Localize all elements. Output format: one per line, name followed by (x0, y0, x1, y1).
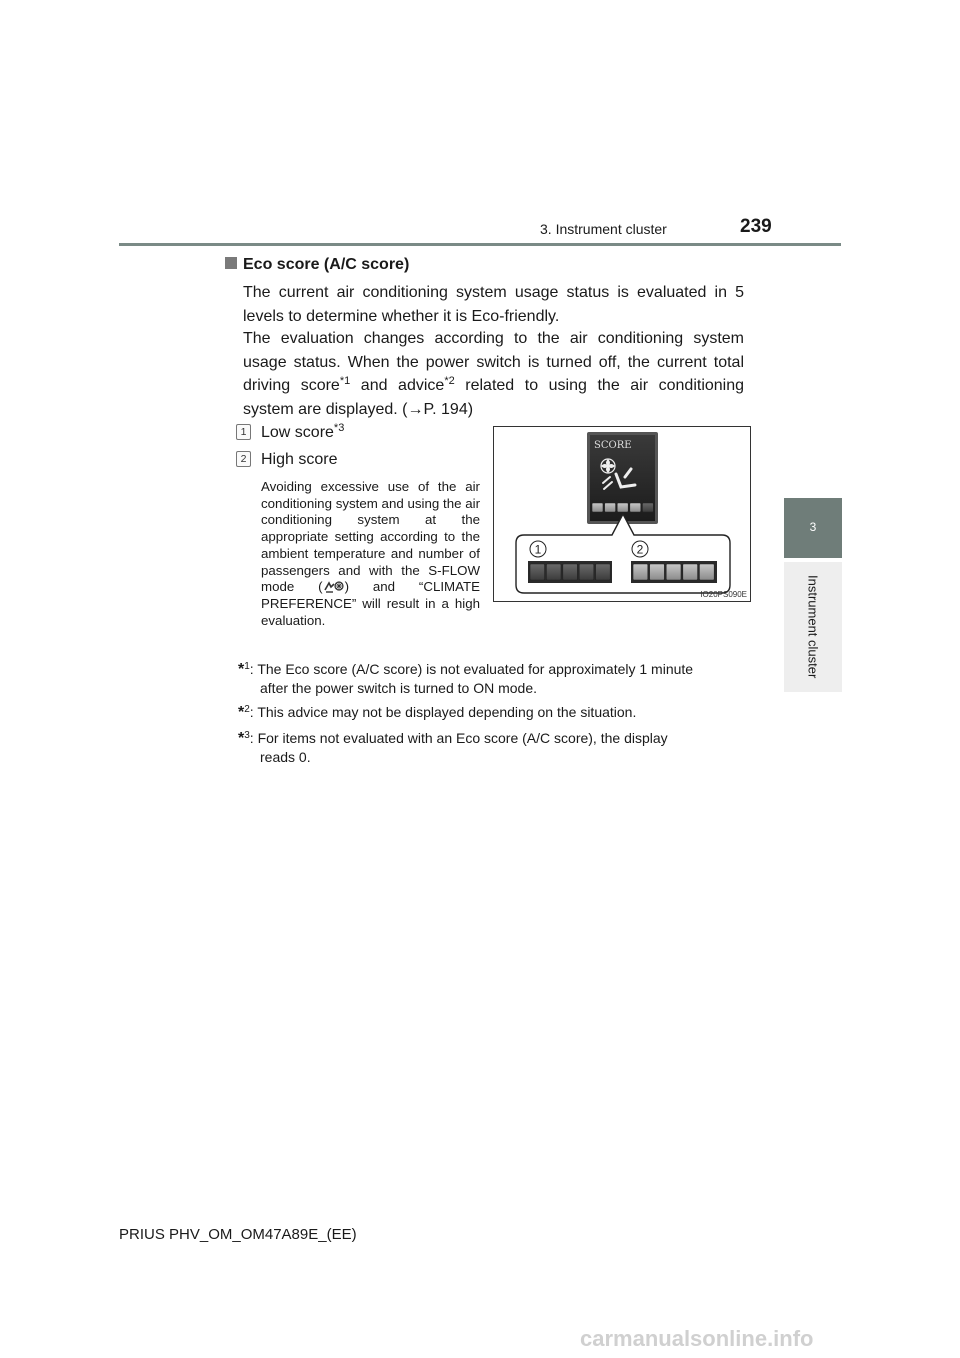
footnote-ref-3[interactable]: *3 (333, 422, 345, 434)
p2-text-a: The evaluation changes according to the air conditioning system usage status. When the power switch is turned off, the current total driving score (243, 330, 744, 394)
item-badge-1: 1 (236, 424, 251, 440)
display-score-label: SCORE (594, 440, 632, 451)
figure-code: IO20PS090E (700, 590, 747, 599)
eco-score-illustration (493, 426, 751, 602)
footnote-2-text: : This advice may not be displayed depending on the situation. (249, 704, 637, 720)
document-footer: PRIUS PHV_OM_OM47A89E_(EE) (119, 1226, 357, 1243)
display-score-bar (592, 503, 653, 512)
footnote-3-mark: *$^3$ (238, 730, 250, 747)
item-low-score (261, 424, 344, 442)
footnote-1-cont: after the power switch is turned to ON mode. (260, 680, 538, 696)
low-score-segment-4 (579, 564, 594, 580)
desc-text-a: Avoiding excessive use of the air conditioning system and using the air conditioning system at the appropriate setting according to the ambient temperature and number of passengers and with the S-FLOW mode ( (261, 479, 480, 595)
display-score-segment-5 (642, 503, 653, 512)
low-score-segment-1 (530, 564, 545, 580)
footnote-2-mark: *$^2$ (238, 704, 250, 721)
display-score-segment-3 (617, 503, 628, 512)
callout-marker-1-text: 1 (534, 542, 542, 557)
display-score-segment-4 (630, 503, 641, 512)
footnote-ref-2[interactable]: *2 (444, 375, 455, 387)
item-low-score-label: Low score (261, 424, 334, 441)
header-divider (119, 243, 841, 246)
high-score-segment-1 (633, 564, 648, 580)
high-score-segment-3 (666, 564, 681, 580)
arrow-icon: → (407, 400, 424, 418)
section-title: 3. Instrument cluster (540, 221, 667, 237)
page-link[interactable]: P. 194) (423, 400, 474, 418)
site-watermark: carmanualsonline.info (580, 1326, 814, 1351)
high-score-segment-2 (650, 564, 665, 580)
desc-text-b: ) and “CLIMATE PREFERENCE” will result in a high evaluation. (261, 579, 480, 628)
paragraph-evaluation (243, 327, 744, 421)
chapter-tab-number: 3 (809, 520, 817, 534)
low-score-bar (530, 564, 610, 580)
footnote-2 (238, 703, 745, 722)
eco-score-svg (494, 427, 750, 601)
footnote-1-text: : The Eco score (A/C score) is not evaluated for approximately 1 minute (249, 661, 694, 677)
footnote-3-cont: reads 0. (260, 749, 311, 765)
high-score-segment-4 (683, 564, 698, 580)
low-score-segment-2 (546, 564, 561, 580)
item-description (261, 479, 480, 629)
p2-text-c: related to using the air conditioning system are displayed. ( (243, 377, 745, 418)
footnote-ref-1[interactable]: *1 (339, 375, 351, 387)
paragraph-intro: The current air conditioning system usage status is evaluated in 5 levels to determine whether it is Eco-friendly. (243, 284, 744, 325)
footnote-1 (238, 660, 745, 698)
s-flow-icon (323, 580, 345, 593)
footnote-1-mark: *$^1$ (238, 661, 250, 678)
page-number: 239 (740, 216, 772, 237)
chapter-tab-label: Instrument cluster (805, 575, 821, 679)
section-heading (225, 256, 409, 274)
footnote-3-text: : For items not evaluated with an Eco score (A/C score), the display (249, 730, 668, 746)
low-score-segment-3 (563, 564, 578, 580)
heading-square-icon (225, 257, 237, 269)
high-score-segment-5 (699, 564, 714, 580)
section-heading-text: Eco score (A/C score) (243, 256, 410, 273)
item-badge-2: 2 (236, 451, 251, 467)
chapter-tab[interactable] (784, 498, 842, 558)
high-score-bar (633, 564, 714, 580)
low-score-segment-5 (596, 564, 611, 580)
item-high-score: High score (261, 451, 338, 468)
p2-text-b: and advice (350, 377, 445, 394)
display-score-segment-1 (592, 503, 603, 512)
footnote-3 (238, 729, 745, 767)
callout-marker-2-text: 2 (636, 542, 644, 557)
display-score-segment-2 (605, 503, 616, 512)
